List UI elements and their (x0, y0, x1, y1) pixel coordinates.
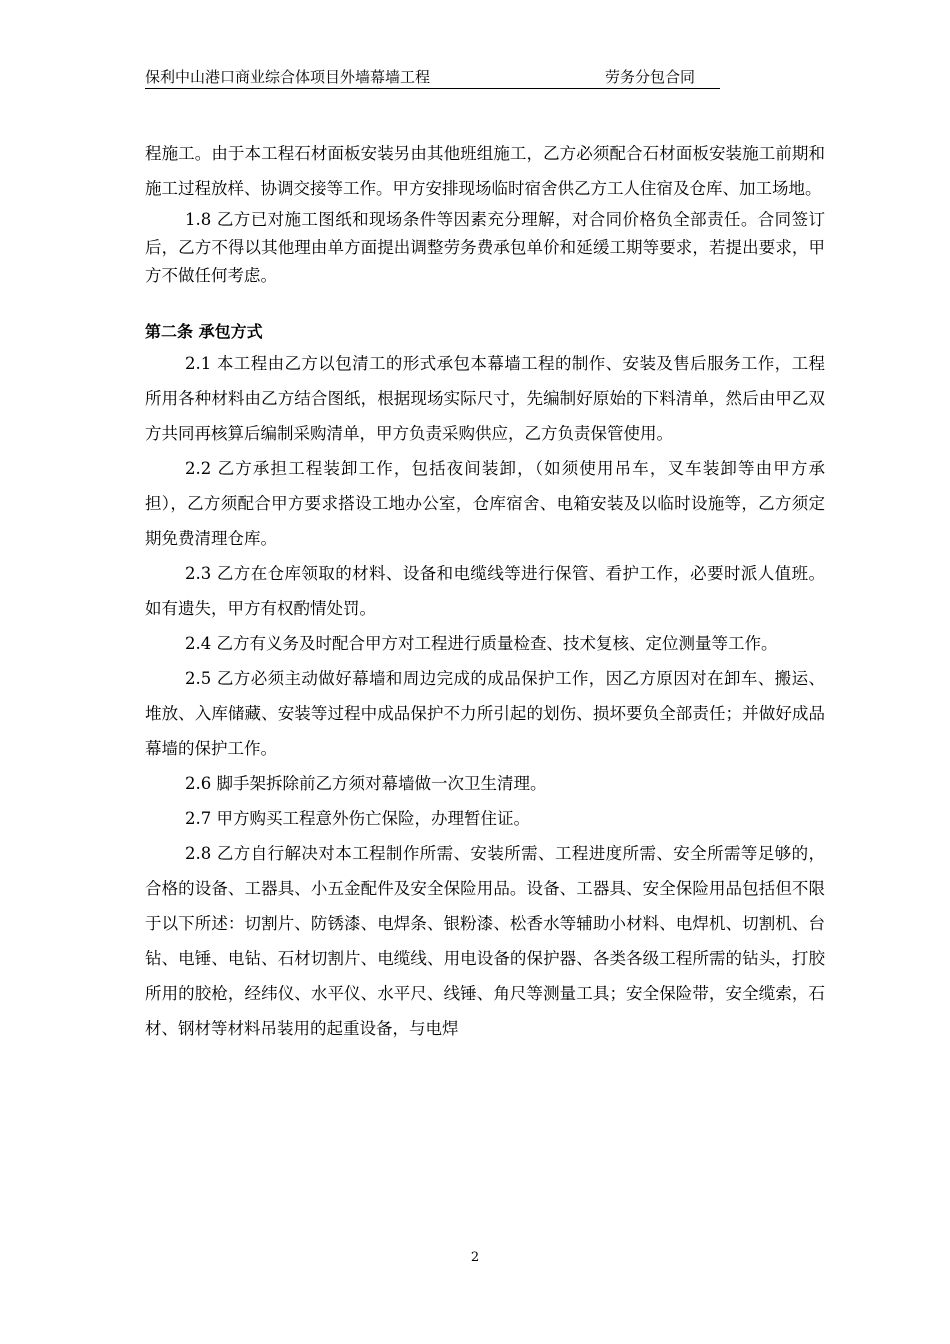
page-number: 2 (470, 1250, 480, 1265)
paragraph-2-7: 2.7 甲方购买工程意外伤亡保险，办理暂住证。 (185, 809, 530, 828)
paragraph-2-6: 2.6 脚手架拆除前乙方须对幕墙做一次卫生清理。 (185, 774, 547, 793)
paragraph-2-5: 2.5 乙方必须主动做好幕墙和周边完成的成品保护工作，因乙方原因对在卸车、搬运、堆放、入库储藏、安装等过程中成品保护不力所引起的划伤、损坏要负全部责任；并做好成品幕墙的保护工作。 (145, 669, 825, 758)
paragraph-2-1: 2.1 本工程由乙方以包清工的形式承包本幕墙工程的制作、安装及售后服务工作，工程所用各种材料由乙方结合图纸，根据现场实际尺寸，先编制好原始的下料清单，然后由甲乙双方共同再核算后编制采购清单，甲方负责采购供应，乙方负责保管使用。 (145, 354, 825, 443)
document-body (145, 136, 825, 1046)
paragraph-continuation: 程施工。由于本工程石材面板安装另由其他班组施工，乙方必须配合石材面板安装施工前期和施工过程放样、协调交接等工作。甲方安排现场临时宿舍供乙方工人住宿及仓库、加工场地。 (145, 144, 825, 198)
page-header (145, 68, 720, 89)
header-project-title: 保利中山港口商业综合体项目外墙幕墙工程 (145, 68, 431, 86)
paragraph-2-2: 2.2 乙方承担工程装卸工作，包括夜间装卸，（如须使用吊车，叉车装卸等由甲方承担），乙方须配合甲方要求搭设工地办公室，仓库宿舍、电箱安装及以临时设施等，乙方须定期免费清理仓库。 (145, 459, 825, 548)
header-document-type: 劳务分包合同 (605, 68, 696, 86)
paragraph-2-4: 2.4 乙方有义务及时配合甲方对工程进行质量检查、技术复核、定位测量等工作。 (185, 634, 778, 653)
paragraph-1-8: 1.8 乙方已对施工图纸和现场条件等因素充分理解，对合同价格负全部责任。合同签订后，乙方不得以其他理由单方面提出调整劳务费承包单价和延缓工期等要求，若提出要求，甲方不做任何考虑。 (145, 210, 825, 285)
paragraph-2-3: 2.3 乙方在仓库领取的材料、设备和电缆线等进行保管、看护工作，必要时派人值班。如有遗失，甲方有权酌情处罚。 (145, 564, 825, 618)
paragraph-2-8: 2.8 乙方自行解决对本工程制作所需、安装所需、工程进度所需、安全所需等足够的，合格的设备、工器具、小五金配件及安全保险用品。设备、工器具、安全保险用品包括但不限于以下所述：切割片、防锈漆、电焊条、银粉漆、松香水等辅助小材料、电焊机、切割机、台钻、电锤、电钻、石材切割片、电缆线、用电设备的保护器、各类各级工程所需的钻头，打胶所用的胶枪，经纬仪、水平仪、水平尺、线锤、角尺等测量工具；安全保险带，安全缆索，石材、钢材等材料吊装用的起重设备，与电焊 (145, 844, 825, 1038)
section-heading: 第二条 承包方式 (145, 322, 263, 341)
spacer (145, 290, 825, 318)
